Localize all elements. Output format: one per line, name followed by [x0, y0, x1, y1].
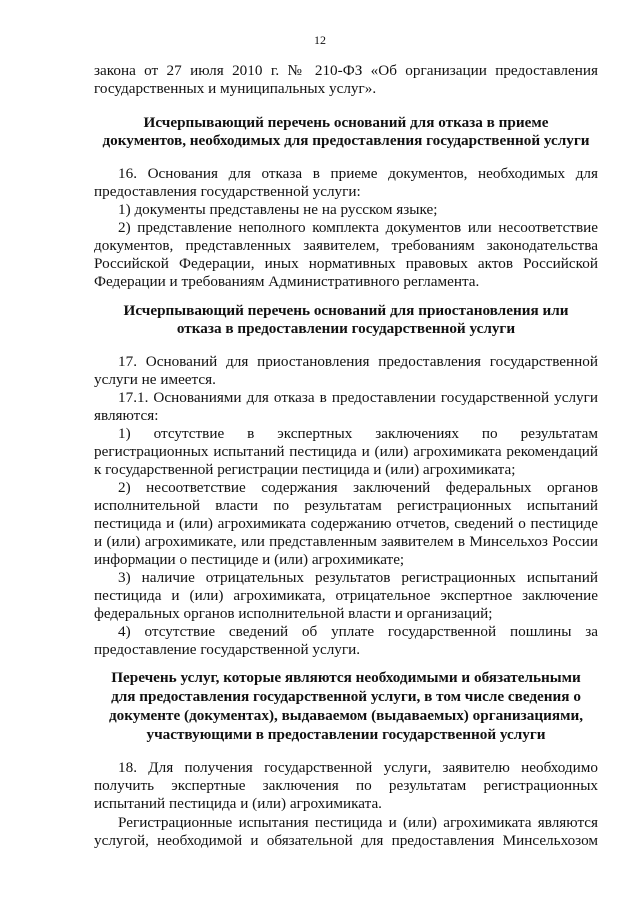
list-item: 2) представление неполного комплекта документов или несоответствие: [118, 219, 598, 236]
paragraph-line: пестицида и (или) агрохимиката, отрицательное экспертное заключение: [94, 587, 598, 604]
paragraph-line: 18. Для получения государственной услуги, заявителю необходимо: [118, 759, 598, 776]
list-item: 4) отсутствие сведений об уплате государственной пошлины за: [118, 623, 598, 640]
paragraph-line: федеральных органов исполнительной власти и организаций;: [94, 605, 493, 622]
list-item: 1) отсутствие в экспертных заключениях по результатам: [118, 425, 598, 442]
paragraph-line: являются:: [94, 407, 159, 424]
section-heading-required-services: Перечень услуг, которые являются необходимыми и обязательными: [111, 669, 581, 686]
paragraph-line: к государственной регистрации пестицида и (или) агрохимиката;: [94, 461, 516, 478]
page-number: 12: [314, 33, 326, 47]
paragraph-line: услуги не имеется.: [94, 371, 216, 388]
list-item: 3) наличие отрицательных результатов регистрационных испытаний: [118, 569, 598, 586]
paragraph-line: 17.1. Основаниями для отказа в предоставлении государственной услуги: [118, 389, 598, 406]
paragraph-line: 16. Основания для отказа в приеме документов, необходимых для: [118, 165, 598, 182]
section-heading-refusal-acceptance: документов, необходимых для предоставления государственной услуги: [102, 132, 590, 149]
section-heading-required-services: документе (документах), выдаваемом (выдаваемых) организациями,: [108, 707, 583, 724]
paragraph-line: предоставления государственной услуги:: [94, 183, 361, 200]
paragraph-line: Федерации и требованиям Административного регламента.: [94, 273, 480, 290]
section-heading-refusal-acceptance: Исчерпывающий перечень оснований для отказа в приеме: [143, 114, 549, 131]
paragraph-line: услугой, необходимой и обязательной для предоставления Минсельхозом: [94, 832, 598, 849]
paragraph-line: документов, представленных заявителем, требованиям законодательства: [94, 237, 598, 254]
paragraph-line: информации о пестициде и (или) агрохимикате;: [94, 551, 405, 568]
section-heading-suspension-refusal: отказа в предоставлении государственной услуги: [176, 320, 516, 337]
paragraph-line: исполнительной власти по результатам регистрационных испытаний: [94, 497, 598, 514]
paragraph-line: 17. Оснований для приостановления предоставления государственной: [118, 353, 598, 370]
section-heading-required-services: для предоставления государственной услуги, в том числе сведения о: [111, 688, 581, 705]
section-heading-suspension-refusal: Исчерпывающий перечень оснований для приостановления или: [123, 302, 569, 319]
intro-line: закона от 27 июля 2010 г. № 210-ФЗ «Об организации предоставления: [94, 62, 598, 79]
list-item: 1) документы представлены не на русском языке;: [118, 201, 438, 218]
section-heading-required-services: участвующими в предоставлении государственной услуги: [146, 726, 546, 743]
paragraph-line: получить экспертные заключения по результатам регистрационных: [94, 777, 598, 794]
paragraph-line: предоставление государственной услуги.: [94, 641, 361, 658]
paragraph-line: пестицида и (или) агрохимиката содержанию отчетов, сведений о пестициде: [94, 515, 598, 532]
intro-line: государственных и муниципальных услуг».: [94, 80, 377, 97]
paragraph-line: Российской Федерации, иных нормативных правовых актов Российской: [94, 255, 598, 272]
list-item: 2) несоответствие содержания заключений федеральных органов: [118, 479, 598, 496]
paragraph-line: регистрационных испытаний пестицида и (или) агрохимиката рекомендаций: [94, 443, 598, 460]
paragraph-line: испытаний пестицида и (или) агрохимиката.: [94, 795, 382, 812]
paragraph-line: Регистрационные испытания пестицида и (или) агрохимиката являются: [118, 814, 598, 831]
paragraph-line: и (или) агрохимикате, или представленным заявителем в Минсельхоз России: [94, 533, 598, 550]
